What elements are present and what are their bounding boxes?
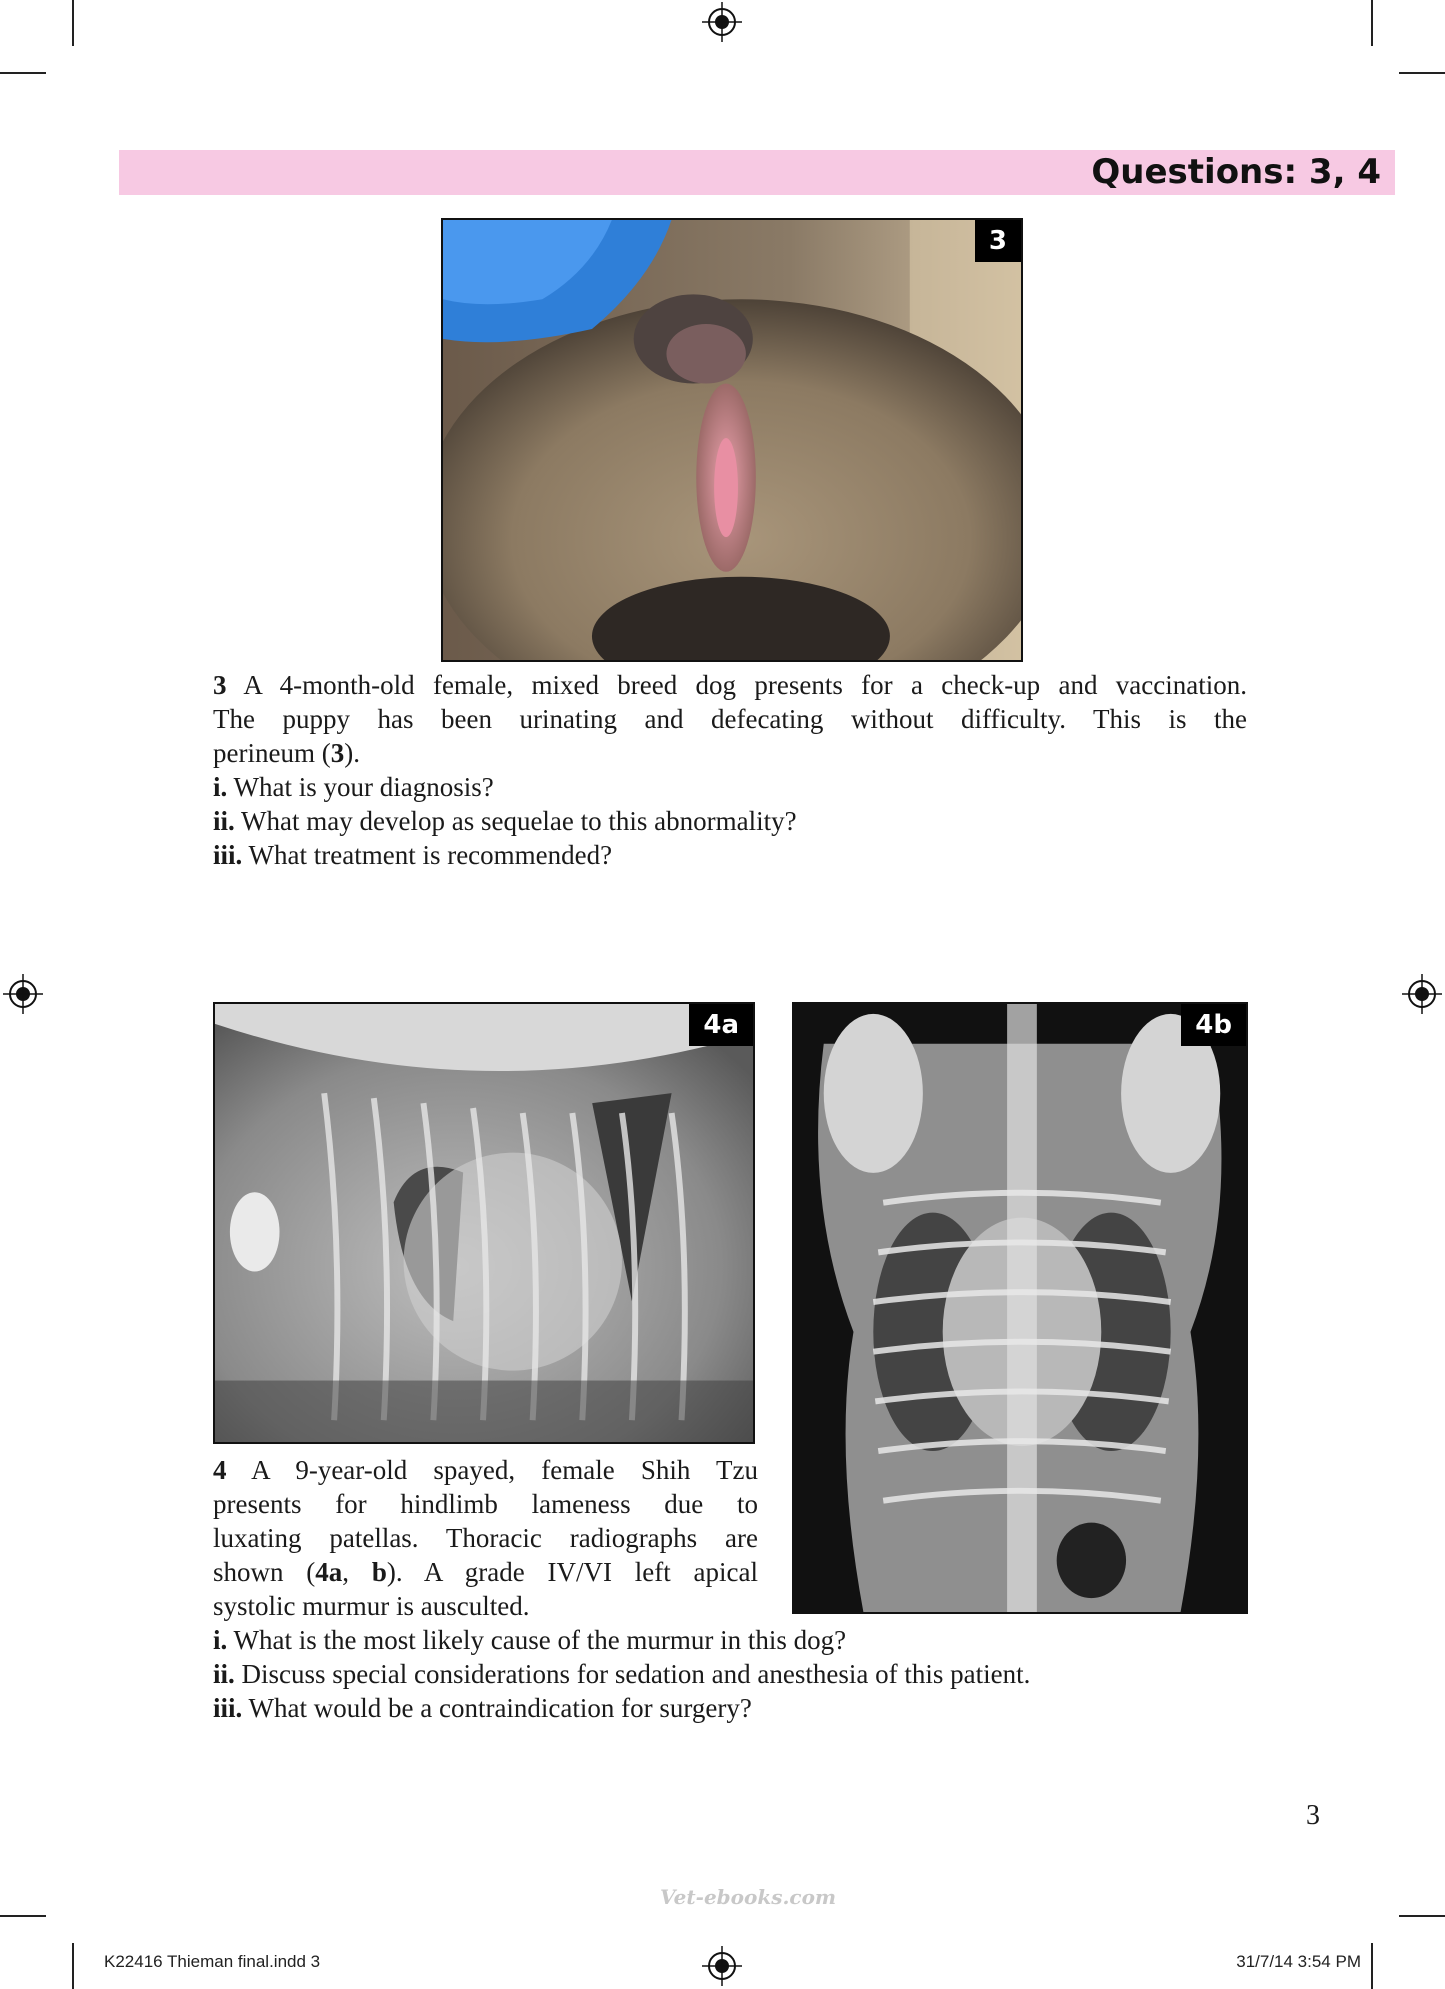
registration-mark-icon — [3, 974, 43, 1014]
crop-mark-top-left-v — [72, 0, 74, 46]
question-3 — [213, 668, 1247, 872]
question-4-items — [213, 1623, 1247, 1725]
question-item — [213, 804, 1247, 838]
registration-mark-icon — [702, 2, 742, 42]
question-item — [213, 1623, 1247, 1657]
item-text: What is the most likely cause of the murmur in this dog? — [233, 1625, 847, 1655]
figure-label: 4a — [689, 1004, 753, 1046]
question-4-line: luxating patellas. Thoracic radiographs are — [213, 1523, 758, 1553]
lateral-thoracic-radiograph-icon — [215, 1004, 753, 1442]
question-item — [213, 770, 1247, 804]
header-band — [119, 150, 1395, 195]
watermark: Vet-ebooks.com — [660, 1885, 837, 1909]
perineum-photo-icon — [443, 220, 1021, 660]
question-item — [213, 838, 1247, 872]
slug-left: K22416 Thieman final.indd 3 — [104, 1952, 321, 1971]
page-number: 3 — [1306, 1800, 1320, 1831]
item-number: iii. — [213, 1693, 243, 1723]
item-number: ii. — [213, 1659, 235, 1689]
question-3-line — [213, 668, 1247, 702]
item-number: i. — [213, 772, 228, 802]
figure-label: 3 — [975, 220, 1021, 262]
question-number: 3 — [213, 670, 227, 700]
registration-mark-icon — [1402, 974, 1442, 1014]
page-title: Questions: 3, 4 — [1091, 152, 1381, 192]
text-span: ). — [344, 738, 360, 768]
question-3-line — [213, 736, 1247, 770]
slug-right: 31/7/14 3:54 PM — [1236, 1952, 1361, 1971]
question-3-line: The puppy has been urinating and defecating without difficulty. This is the — [213, 704, 1247, 734]
ventrodorsal-thoracic-radiograph-icon — [794, 1004, 1246, 1612]
figure-4b — [792, 1002, 1248, 1614]
item-text: Discuss special considerations for sedation and anesthesia of this patient. — [241, 1659, 1031, 1689]
crop-mark-bottom-left-h — [0, 1915, 46, 1917]
text-span: , — [342, 1557, 372, 1587]
question-4-line — [213, 1453, 758, 1487]
item-number: iii. — [213, 840, 243, 870]
item-number: ii. — [213, 806, 235, 836]
question-4-line: systolic murmur is ausculted. — [213, 1591, 530, 1621]
figure-reference: b — [371, 1557, 387, 1587]
question-item — [213, 1657, 1247, 1691]
crop-mark-top-right-h — [1399, 72, 1445, 74]
question-4-line — [213, 1555, 758, 1589]
figure-4a — [213, 1002, 755, 1444]
item-text: What is your diagnosis? — [233, 772, 494, 802]
item-text: What may develop as sequelae to this abnormality? — [241, 806, 797, 836]
question-4 — [213, 1453, 758, 1623]
question-4-line: presents for hindlimb lameness due to — [213, 1489, 758, 1519]
crop-mark-bottom-left-v — [72, 1943, 74, 1989]
crop-mark-top-right-v — [1371, 0, 1373, 46]
figure-reference: 3 — [330, 738, 345, 768]
question-3-intro: A 4-month-old female, mixed breed dog presents for a check-up and vaccination. — [243, 670, 1247, 700]
figure-reference: 4a — [315, 1557, 343, 1587]
question-item — [213, 1691, 1247, 1725]
registration-mark-icon — [702, 1946, 742, 1986]
text-span: ). A grade IV/VI left apical — [386, 1557, 758, 1587]
crop-mark-top-left-h — [0, 72, 46, 74]
item-text: What would be a contraindication for surgery? — [248, 1693, 752, 1723]
item-number: i. — [213, 1625, 228, 1655]
figure-3 — [441, 218, 1023, 662]
crop-mark-bottom-right-v — [1371, 1943, 1373, 1989]
figure-label: 4b — [1181, 1004, 1246, 1046]
question-number: 4 — [213, 1455, 227, 1485]
crop-mark-bottom-right-h — [1399, 1915, 1445, 1917]
item-text: What treatment is recommended? — [248, 840, 613, 870]
text-span: A 9-year-old spayed, female Shih Tzu — [251, 1455, 759, 1485]
text-span: shown ( — [213, 1557, 316, 1587]
text-span: perineum ( — [213, 738, 331, 768]
